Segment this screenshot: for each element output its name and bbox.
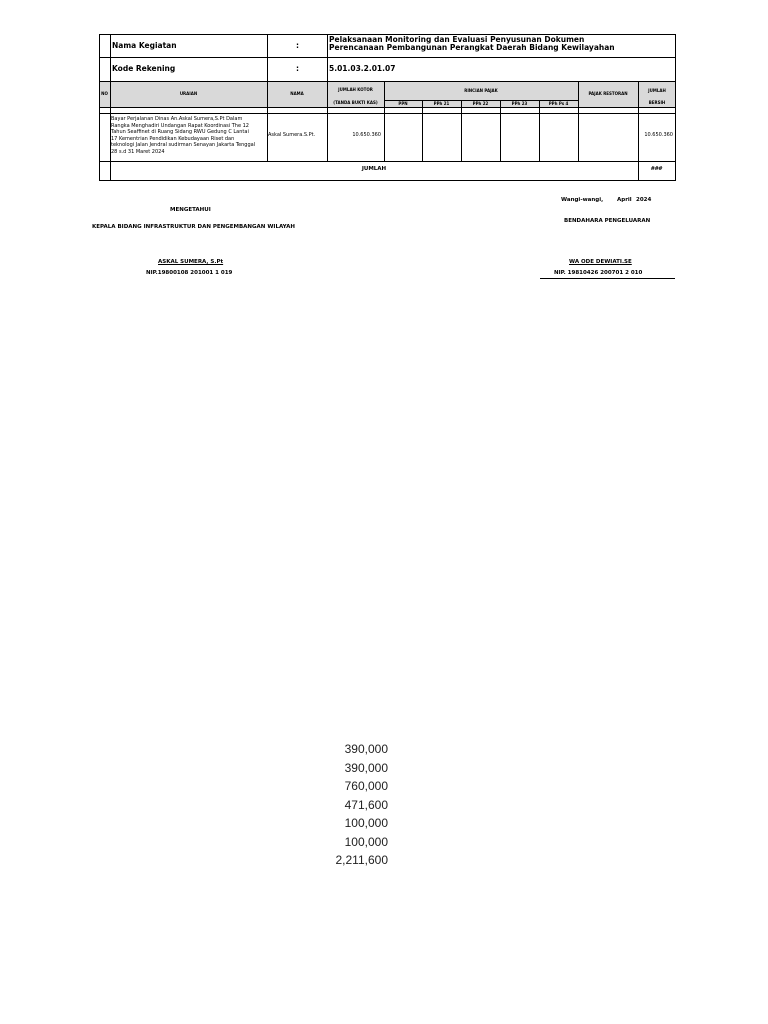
table-vline-nama [327, 82, 328, 161]
col-header-nama: NAMA [290, 91, 304, 96]
col-header-pph4: PPh Ps 4 [548, 101, 569, 106]
total-label: JUMLAH [361, 166, 387, 172]
kode-rekening-colon: : [296, 64, 299, 73]
bendahara-title: BENDAHARA PENGELUARAN [564, 218, 651, 224]
row-nama: Askal Sumera.S.Pt. [268, 132, 316, 138]
row-uraian-line2: Rangka Menghadiri Undangan Rapat Koordinasi The 12 [111, 122, 249, 129]
kode-rekening-label: Kode Rekening [112, 64, 176, 73]
table-vline-kotor [384, 82, 385, 161]
col-header-rincian-pajak: RINCIAN PAJAK [464, 88, 498, 93]
header-divider [99, 57, 676, 58]
table-vline-ppn [422, 100, 423, 161]
number-item-6: 100,000 [344, 834, 388, 849]
row-uraian [111, 116, 267, 155]
col-header-jumlah-kotor: JUMLAH KOTOR [338, 87, 373, 92]
table-hline-header-bottom [99, 107, 676, 108]
row-uraian-line1: Bayar Perjalanan Dinas An.Askal Sumera,S.Pt Dalam [111, 116, 243, 122]
number-item-total: 2,211,600 [335, 853, 388, 867]
kepala-title: KEPALA BIDANG INFRASTRUKTUR DAN PENGEMBANGAN WILAYAH [92, 224, 295, 230]
col-header-pph23: PPh 23 [511, 101, 528, 106]
row-uraian-line4: 17 Kementrian Pendidikan Kebudayaan Riset dan [111, 135, 235, 142]
year-label: 2024 [636, 197, 652, 203]
col-header-uraian: URAIAN [179, 91, 198, 96]
number-item-5: 100,000 [344, 816, 388, 830]
number-item-3: 760,000 [344, 779, 388, 793]
col-header-pajak-restoran: PAJAK RESTORAN [588, 91, 628, 96]
header-vline-3 [327, 34, 328, 82]
row-uraian-line6: 28 s.d 31 Maret 2024 [111, 148, 165, 155]
place-label: Wangi-wangi, [561, 197, 604, 203]
row-jumlah-bersih: 10.650.360 [644, 132, 673, 138]
col-header-no: NO [101, 91, 108, 96]
kode-rekening-value: 5.01.03.2.01.07 [329, 64, 396, 73]
kepala-nip: NIP.19800108 201001 1 019 [146, 270, 233, 276]
total-value: ### [650, 166, 662, 172]
table-vline-pph22 [500, 100, 501, 161]
nama-kegiatan-colon: : [296, 41, 299, 50]
number-item-4: 471,600 [344, 797, 388, 812]
row-jumlah-kotor: 10.650.360 [352, 132, 381, 138]
table-hline-row-bottom [99, 161, 676, 162]
nama-kegiatan-value-line1: Pelaksanaan Monitoring dan Evaluasi Penyusunan Dokumen [329, 35, 585, 44]
col-header-pph21: PPh 21 [433, 101, 450, 106]
col-header-bersih: BERSIH [648, 100, 666, 105]
header-vline-2 [267, 34, 268, 82]
number-item-2: 390,000 [344, 760, 388, 775]
bendahara-name: WA ODE DEWIATI.SE [569, 259, 632, 265]
nama-kegiatan-value-line2: Perencanaan Pembangunan Perangkat Daerah Bidang Kewilayahan [329, 43, 615, 52]
col-header-ppn: PPN [398, 101, 408, 106]
month-label: April [617, 197, 632, 203]
col-header-jumlah: JUMLAH [648, 88, 666, 93]
header-vline-1 [110, 34, 111, 82]
row-uraian-line5: teknologi Jalan Jendral sudirman Senayan Jakarta Tenggal [111, 142, 256, 148]
bendahara-signature-line [540, 278, 675, 279]
table-vline-pph23 [539, 100, 540, 161]
mengetahui-label: MENGETAHUI [170, 207, 211, 213]
nama-kegiatan-label: Nama Kegiatan [112, 41, 177, 50]
col-header-tanda-bukti: (TANDA BUKTI KAS) [333, 100, 378, 105]
col-header-pph22: PPh 22 [472, 101, 489, 106]
kepala-name: ASKAL SUMERA, S.Pt [158, 259, 224, 265]
number-item-1: 390,000 [344, 742, 388, 756]
table-hline-row-top [99, 113, 676, 114]
row-uraian-line3: Tahun Seaffinet di Ruang Sidang RWU Gedung C Lantai [111, 129, 249, 135]
numbers-list [308, 740, 388, 870]
table-vline-pph21 [461, 100, 462, 161]
bendahara-nip: NIP. 19810426 200701 2 010 [554, 270, 643, 276]
